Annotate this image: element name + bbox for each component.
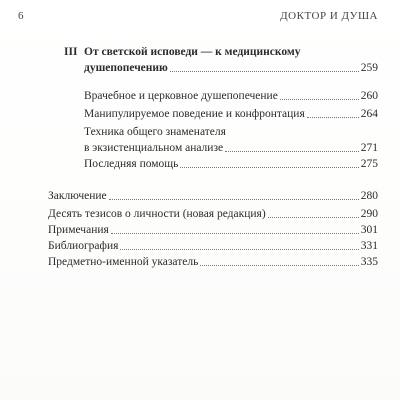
- toc-entry[interactable]: [84, 156, 378, 172]
- entry-page: 271: [360, 142, 378, 154]
- entry-page: 275: [360, 158, 378, 170]
- leader-dots: [200, 264, 358, 266]
- leader-dots: [170, 70, 359, 72]
- entry-text: Врачебное и церковное душепопечение: [84, 90, 278, 102]
- running-title: ДОКТОР И ДУША: [280, 10, 378, 22]
- entry-page: 264: [360, 108, 378, 120]
- toc-entry[interactable]: [48, 254, 378, 270]
- entry-text: Примечания: [48, 224, 109, 236]
- leader-dots: [280, 98, 359, 100]
- entry-page: 260: [360, 90, 378, 102]
- entry-text: Манипулируемое поведение и конфронтация: [84, 108, 305, 120]
- entry-text: Библиография: [48, 240, 119, 252]
- toc-entry[interactable]: [48, 206, 378, 222]
- section-page: 259: [360, 62, 378, 74]
- toc-entry[interactable]: [48, 188, 378, 204]
- leader-dots: [120, 248, 358, 250]
- leader-dots: [111, 232, 359, 234]
- entry-text-line2: в экзистенциальном анализе: [84, 142, 224, 154]
- toc-entry[interactable]: [84, 106, 378, 122]
- entry-page: 301: [360, 224, 378, 236]
- entry-page: 335: [360, 256, 378, 268]
- toc-entry[interactable]: [48, 222, 378, 238]
- entry-text-line1: Техника общего знаменателя: [84, 126, 226, 138]
- page-number: 6: [18, 10, 24, 22]
- leader-dots: [225, 150, 359, 152]
- leader-dots: [180, 166, 358, 168]
- entry-text: Десять тезисов о личности (новая редакция): [48, 208, 266, 220]
- leader-dots: [268, 216, 359, 218]
- toc-entry[interactable]: [48, 238, 378, 254]
- toc-entry[interactable]: [84, 88, 378, 104]
- toc-entry[interactable]: [84, 140, 378, 156]
- section-entry[interactable]: [84, 60, 378, 76]
- section-title-line1: От светской исповеди — к медицинскому: [84, 46, 301, 58]
- entry-text: Заключение: [48, 190, 107, 202]
- leader-dots: [109, 198, 359, 200]
- leader-dots: [307, 116, 359, 118]
- section-numeral: III: [64, 46, 78, 58]
- entry-page: 290: [360, 208, 378, 220]
- entry-page: 280: [360, 190, 378, 202]
- section-title-line2: душепопечению: [84, 62, 168, 74]
- entry-page: 331: [360, 240, 378, 252]
- entry-text: Предметно-именной указатель: [48, 256, 199, 268]
- entry-text: Последняя помощь: [84, 158, 179, 170]
